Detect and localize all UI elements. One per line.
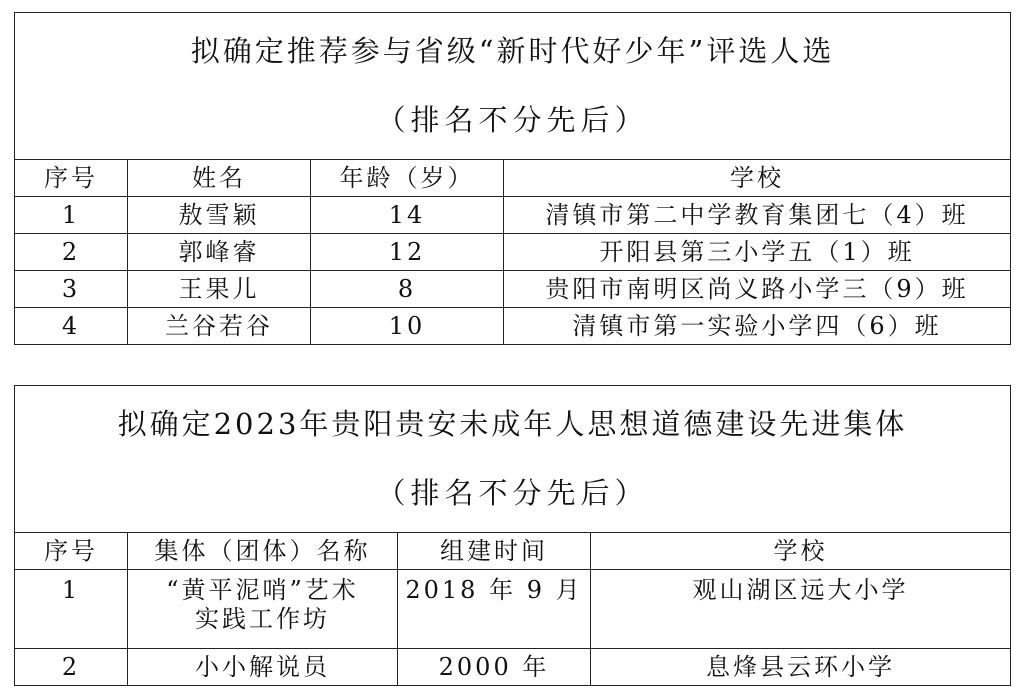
header-school: 学校 [504, 160, 1011, 197]
row-founded-time: 2000 年 [398, 649, 591, 686]
table1-header-row [15, 160, 1011, 197]
row-school: 开阳县第三小学五（1）班 [504, 234, 1011, 271]
row-index: 3 [15, 271, 128, 308]
header-school: 学校 [591, 533, 1011, 570]
row-index: 2 [15, 649, 128, 686]
table-row [15, 271, 1011, 308]
table-row [15, 308, 1011, 345]
table1-subtitle: （排名不分先后） [376, 103, 649, 137]
table2-subtitle: （排名不分先后） [376, 476, 649, 510]
row-collective-name: 小小解说员 [128, 649, 398, 686]
row-name: 王果儿 [128, 271, 311, 308]
row-index: 2 [15, 234, 128, 271]
header-founded-time: 组建时间 [398, 533, 591, 570]
table2-title: 拟确定2023年贵阳贵安未成年人思想道德建设先进集体 [117, 407, 908, 442]
header-index: 序号 [15, 160, 128, 197]
row-age: 12 [311, 234, 504, 271]
row-school: 观山湖区远大小学 [591, 570, 1011, 649]
row-name: 兰谷若谷 [128, 308, 311, 345]
row-index: 4 [15, 308, 128, 345]
table-row [15, 197, 1011, 234]
row-founded-time: 2018 年 9 月 [398, 570, 591, 649]
header-name: 姓名 [128, 160, 311, 197]
row-age: 10 [311, 308, 504, 345]
table1-title-cell [15, 13, 1011, 160]
table1-title: 拟确定推荐参与省级“新时代好少年”评选人选 [190, 34, 835, 69]
row-age: 8 [311, 271, 504, 308]
table2-title-cell [15, 386, 1011, 533]
table2-header-row [15, 533, 1011, 570]
row-name: 敖雪颖 [128, 197, 311, 234]
row-school: 清镇市第二中学教育集团七（4）班 [504, 197, 1011, 234]
recommended-candidates-table [14, 12, 1011, 345]
row-index: 1 [15, 570, 128, 649]
row-index: 1 [15, 197, 128, 234]
collective-name-line2: 实践工作坊 [195, 604, 330, 633]
collective-name-line1: “黄平泥哨”艺术 [166, 576, 359, 604]
row-name: 郭峰睿 [128, 234, 311, 271]
row-collective-name [128, 570, 398, 649]
advanced-collectives-table [14, 385, 1011, 686]
header-index: 序号 [15, 533, 128, 570]
header-age: 年龄（岁） [311, 160, 504, 197]
row-school: 清镇市第一实验小学四（6）班 [504, 308, 1011, 345]
row-school: 贵阳市南明区尚义路小学三（9）班 [504, 271, 1011, 308]
row-school: 息烽县云环小学 [591, 649, 1011, 686]
row-age: 14 [311, 197, 504, 234]
table-row [15, 570, 1011, 649]
table-row [15, 649, 1011, 686]
header-collective-name: 集体（团体）名称 [128, 533, 398, 570]
table-row [15, 234, 1011, 271]
